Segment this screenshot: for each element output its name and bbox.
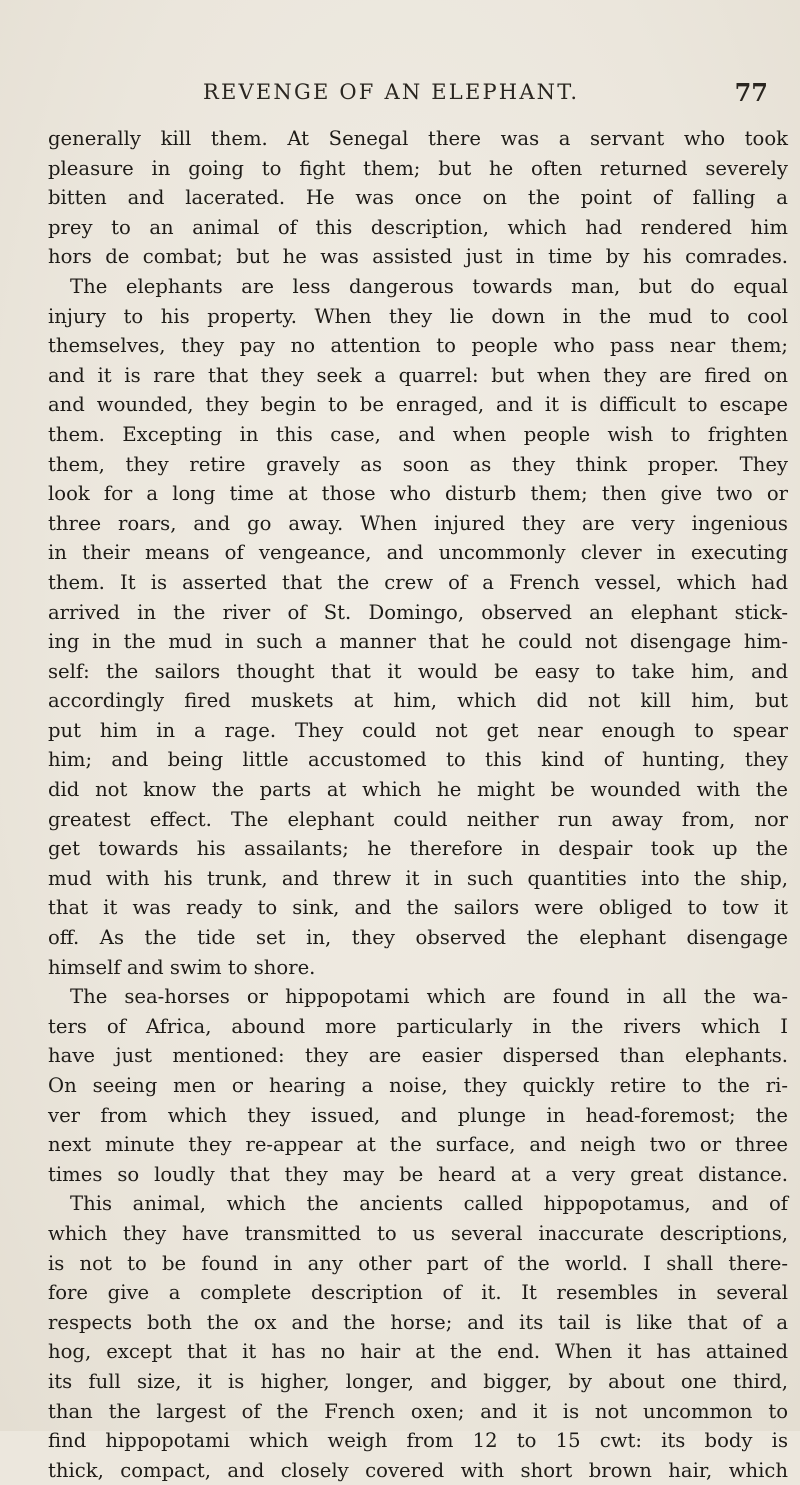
text-line: in their means of vengeance, and uncommonly clever in executing — [48, 541, 788, 565]
text-line: respects both the ox and the horse; and its tail is like that of a — [48, 1310, 788, 1334]
text-line: accordingly fired muskets at him, which did not kill him, but — [48, 689, 788, 713]
text-line: times so loudly that they may be heard at a very great distance. — [48, 1162, 788, 1186]
text-line: hog, except that it has no hair at the end. When it has attained — [48, 1340, 788, 1364]
page-header — [48, 80, 768, 120]
text-line: find hippopotami which weigh from 12 to 15 cwt: its body is — [48, 1429, 788, 1453]
text-line: injury to his property. When they lie down in the mud to cool — [48, 304, 788, 328]
text-line: The sea-horses or hippopotami which are found in all the wa- — [70, 985, 788, 1009]
text-line: its full size, it is higher, longer, and bigger, by about one third, — [48, 1369, 788, 1393]
text-line: than the largest of the French oxen; and it is not uncommon to — [48, 1399, 788, 1423]
text-line: themselves, they pay no attention to people who pass near them; — [48, 334, 788, 358]
text-line: bitten and lacerated. He was once on the point of falling a — [48, 186, 788, 210]
text-line: This animal, which the ancients called hippopotamus, and of — [70, 1192, 788, 1216]
text-line: and it is rare that they seek a quarrel: but when they are fired on — [48, 363, 788, 387]
text-line: greatest effect. The elephant could neither run away from, nor — [48, 807, 788, 831]
text-line: ver from which they issued, and plunge in head-foremost; the — [48, 1103, 788, 1127]
text-line: ing in the mud in such a manner that he could not disengage him- — [48, 630, 788, 654]
text-line: himself and swim to shore. — [48, 955, 316, 979]
text-line: mud with his trunk, and threw it in such quantities into the ship, — [48, 866, 788, 890]
text-line: them. Excepting in this case, and when people wish to frighten — [48, 422, 788, 446]
text-line: The elephants are less dangerous towards man, but do equal — [70, 274, 788, 298]
text-line: him; and being little accustomed to this kind of hunting, they — [48, 748, 788, 772]
text-line: which they have transmitted to us several inaccurate descriptions, — [48, 1221, 788, 1245]
text-line: self: the sailors thought that it would be easy to take him, and — [48, 659, 788, 683]
page-number: 77 — [734, 78, 768, 107]
text-line: On seeing men or hearing a noise, they quickly retire to the ri- — [48, 1074, 788, 1097]
text-line: prey to an animal of this description, which had rendered him — [48, 215, 788, 239]
text-line: off. As the tide set in, they observed the elephant disengage — [48, 926, 788, 950]
text-line: look for a long time at those who disturb them; then give two or — [48, 482, 788, 506]
text-line: three roars, and go away. When injured they are very ingenious — [48, 511, 788, 535]
text-line: fore give a complete description of it. It resembles in several — [48, 1281, 788, 1305]
text-line: is not to be found in any other part of the world. I shall there- — [48, 1251, 788, 1275]
text-line: did not know the parts at which he might be wounded with the — [48, 778, 788, 802]
text-line: thick, compact, and closely covered with short brown hair, which — [48, 1458, 788, 1482]
text-line: ters of Africa, abound more particularly in the rivers which I — [48, 1014, 788, 1038]
text-line: that it was ready to sink, and the sailors were obliged to tow it — [48, 896, 788, 920]
running-head: REVENGE OF AN ELEPHANT. — [203, 80, 580, 104]
text-line: and wounded, they begin to be enraged, and it is difficult to escape — [48, 393, 788, 417]
body-text — [48, 124, 788, 1485]
text-line: have just mentioned: they are easier dispersed than elephants. — [48, 1044, 788, 1068]
text-line: hors de combat; but he was assisted just in time by his comrades. — [48, 245, 788, 269]
text-line: them, they retire gravely as soon as they think proper. They — [48, 452, 788, 476]
text-line: them. It is asserted that the crew of a French vessel, which had — [48, 570, 788, 594]
text-line: put him in a rage. They could not get near enough to spear — [48, 718, 788, 742]
text-line: generally kill them. At Senegal there was a servant who took — [48, 127, 788, 150]
text-line: arrived in the river of St. Domingo, observed an elephant stick- — [48, 600, 788, 624]
text-line: get towards his assailants; he therefore in despair took up the — [48, 837, 788, 861]
text-line: next minute they re-appear at the surface, and neigh two or three — [48, 1133, 788, 1157]
text-line: pleasure in going to fight them; but he often returned severely — [48, 156, 788, 180]
